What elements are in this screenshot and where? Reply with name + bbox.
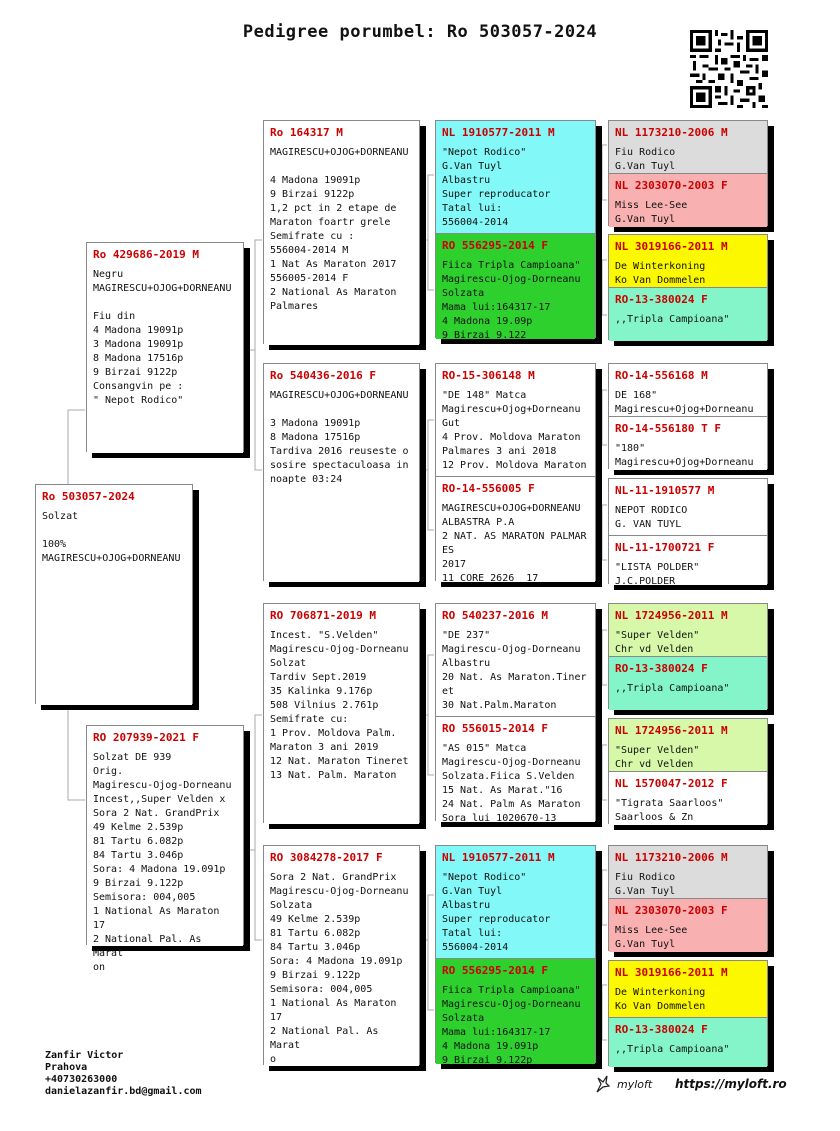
pigeon-ring-number: NL 1724956-2011 M — [615, 609, 728, 622]
pigeon-ring-number: RO-14-556168 M — [615, 369, 708, 382]
pedigree-card-ssss-sssd[interactable] — [608, 120, 768, 226]
pigeon-sd-section — [264, 364, 419, 582]
pigeon-details: Incest. "S.Velden" Magirescu-Ojog-Dorneanu Solzat Tardiv Sept.2019 35 Kalinka 9.176p 508 Vilnius 2.761p Semifrate cu: 1 Prov. Moldova Palm. Maraton 3 ani 2019 12 Nat. Maraton Tineret 13 Nat. Palm. Maraton — [270, 630, 409, 781]
pedigree-card-sd[interactable] — [263, 363, 420, 581]
pigeon-dsds-section — [609, 719, 767, 771]
pigeon-ring-number: NL 2303070-2003 F — [615, 179, 728, 192]
pigeon-ds-section — [264, 604, 419, 824]
pigeon-details: Fiu Rodico G.Van Tuyl — [615, 147, 676, 172]
pigeon-ring-number: RO 706871-2019 M — [270, 609, 376, 622]
pigeon-ss-section — [264, 121, 419, 345]
pigeon-details: De Winterkoning Ko Van Dommelen — [615, 987, 706, 1012]
pigeon-ring-number: NL 1910577-2011 M — [442, 851, 555, 864]
brand-logo — [595, 1074, 652, 1094]
pigeon-details: De Winterkoning Ko Van Dommelen — [615, 261, 706, 286]
pigeon-sdd-section — [436, 477, 595, 582]
pigeon-logo-icon — [595, 1074, 611, 1094]
pigeon-subject-section — [36, 485, 192, 705]
pigeon-ring-number: Ro 429686-2019 M — [93, 248, 199, 261]
pigeon-ring-number: NL 2303070-2003 F — [615, 904, 728, 917]
pigeon-dds-section — [436, 846, 595, 958]
owner-region: Prahova — [45, 1062, 88, 1073]
pigeon-dam-section — [87, 726, 243, 973]
pigeon-details: Fiica Tripla Campioana" Magirescu-Ojog-Dorneanu Solzata Mama lui:164317-17 4 Madona 19.09p 9 Birzai 9.122 — [442, 260, 581, 341]
pigeon-ring-number: RO-14-556180 T F — [615, 422, 721, 435]
pigeon-ring-number: RO-15-306148 M — [442, 369, 535, 382]
pigeon-ring-number: Ro 503057-2024 — [42, 490, 135, 503]
pigeon-details: Solzat 100% MAGIRESCU+OJOG+DORNEANU — [42, 511, 181, 564]
owner-contact — [45, 1050, 202, 1098]
pigeon-details: NEPOT RODICO G. VAN TUYL — [615, 505, 688, 530]
pigeon-dsdd-section — [609, 772, 767, 825]
pigeon-details: Sora 2 Nat. GrandPrix Magirescu-Ojog-Dorneanu Solzata 49 Kelme 2.539p 81 Tartu 6.082p 84 Tartu 3.046p Sora: 4 Madona 19.091p 9 Birzai 9.122p Semisora: 004,005 1 National As Maraton 17 2 National Pal. As Marat o — [270, 872, 409, 1065]
pigeon-details: Miss Lee-See G.Van Tuyl — [615, 200, 688, 225]
page-title: Pedigree porumbel: Ro 503057-2024 — [242, 22, 598, 42]
pigeon-sss-section — [436, 121, 595, 233]
owner-phone: +40730263000 — [45, 1074, 118, 1085]
pedigree-card-ds[interactable] — [263, 603, 420, 823]
pigeon-ring-number: NL 1910577-2011 M — [442, 126, 555, 139]
pigeon-details: "Nepot Rodico" G.Van Tuyl Albastru Super reproducator Tatal lui: 556004-2014 — [442, 147, 551, 228]
pigeon-details: "Super Velden" Chr vd Velden — [615, 745, 700, 770]
pigeon-details: "Tigrata Saarloos" Saarloos & Zn — [615, 798, 724, 823]
pigeon-ssds-section — [609, 235, 767, 287]
pigeon-sdsd-section — [609, 417, 767, 470]
pigeon-ring-number: RO 556295-2014 F — [442, 239, 548, 252]
pigeon-ring-number: RO 556015-2014 F — [442, 722, 548, 735]
brand-url-link[interactable]: https://myloft.ro — [675, 1077, 787, 1091]
pigeon-sddd-section — [609, 536, 767, 585]
pigeon-dsd-section — [436, 717, 595, 822]
pigeon-details: ,,Tripla Campioana" — [615, 1044, 730, 1055]
pigeon-details: MAGIRESCU+OJOG+DORNEANU 4 Madona 19091p 9 Birzai 9122p 1,2 pct in 2 etape de Maraton foartr grele Semifrate cu : 556004-2014 M 1 Nat As Maraton 2017 556005-2014 F 2 National As Maraton Palmares — [270, 147, 409, 312]
pigeon-details: ,,Tripla Campioana" — [615, 683, 730, 694]
pigeon-details: "AS 015" Matca Magirescu-Ojog-Dorneanu Solzata.Fiica S.Velden 15 Nat. As Marat."16 24 Nat. Palm As Maraton Sora lui 1020670-13 — [442, 743, 581, 824]
pigeon-ring-number: RO-13-380024 F — [615, 293, 708, 306]
brand-name: myloft — [617, 1077, 653, 1091]
pigeon-ring-number: NL 3019166-2011 M — [615, 966, 728, 979]
pigeon-ring-number: RO-14-556005 F — [442, 482, 535, 495]
pigeon-ssd-section — [436, 234, 595, 339]
pigeon-ring-number: NL 3019166-2011 M — [615, 240, 728, 253]
pigeon-ring-number: RO 556295-2014 F — [442, 964, 548, 977]
pigeon-ddss-section — [609, 846, 767, 898]
pigeon-ring-number: NL 1173210-2006 M — [615, 126, 728, 139]
pigeon-sdss-section — [609, 364, 767, 416]
pedigree-card-sdss-sdsd[interactable] — [608, 363, 768, 469]
pigeon-details: "180" Magirescu+Ojog+Dorneanu — [615, 443, 754, 468]
pigeon-details: Solzat DE 939 Orig. Magirescu-Ojog-Dorneanu Incest,,Super Velden x Sora 2 Nat. GrandPrix 49 Kelme 2.539p 81 Tartu 6.082p 84 Tartu 3.046p Sora: 4 Madona 19.091p 9 Birzai 9.122p Semisora: 004,005 1 National As Maraton 17 2 National Pal. As Marat on — [93, 752, 232, 973]
pedigree-card-sss-ssd[interactable] — [435, 120, 596, 341]
pigeon-ring-number: Ro 164317 M — [270, 126, 343, 139]
pigeon-ring-number: NL 1173210-2006 M — [615, 851, 728, 864]
pigeon-details: MAGIRESCU+OJOG+DORNEANU ALBASTRA P.A 2 NAT. AS MARATON PALMAR ES 2017 11 CORE 2626 17 — [442, 503, 587, 584]
pigeon-ring-number: NL-11-1700721 F — [615, 541, 715, 554]
owner-email[interactable]: danielazanfir.bd@gmail.com — [45, 1086, 202, 1097]
pigeon-ring-number: NL 1570047-2012 F — [615, 777, 728, 790]
pigeon-ring-number: RO-13-380024 F — [615, 662, 708, 675]
pigeon-ring-number: RO 540237-2016 M — [442, 609, 548, 622]
pigeon-sdds-section — [609, 479, 767, 535]
pigeon-details: "Nepot Rodico" G.Van Tuyl Albastru Super reproducator Tatal lui: 556004-2014 — [442, 872, 551, 953]
pigeon-ring-number: NL 1724956-2011 M — [615, 724, 728, 737]
pigeon-ddsd-section — [609, 899, 767, 952]
pedigree-card-dsss-dssd[interactable] — [608, 603, 768, 709]
owner-name: Zanfir Victor — [45, 1050, 124, 1061]
pigeon-ring-number: RO 3084278-2017 F — [270, 851, 383, 864]
pigeon-ddds-section — [609, 961, 767, 1017]
pigeon-ssss-section — [609, 121, 767, 173]
pigeon-sire-section — [87, 243, 243, 453]
pigeon-dss-section — [436, 604, 595, 716]
pedigree-card-ss[interactable] — [263, 120, 420, 344]
pedigree-card-dss-dsd[interactable] — [435, 603, 596, 824]
pedigree-card-ddds-dddd[interactable] — [608, 960, 768, 1066]
pigeon-details: ,,Tripla Campioana" — [615, 314, 730, 325]
pigeon-ring-number: RO 207939-2021 F — [93, 731, 199, 744]
pigeon-dd-section — [264, 846, 419, 1066]
pigeon-details: Fiica Tripla Campioana" Magirescu-Ojog-Dorneanu Solzata Mama lui:164317-17 4 Madona 19.091p 9 Birzai 9.122p — [442, 985, 581, 1066]
pigeon-sssd-section — [609, 174, 767, 227]
pedigree-card-subject[interactable] — [35, 484, 193, 704]
pigeon-ssdd-section — [609, 288, 767, 341]
pigeon-details: DE 168" Magirescu+Ojog+Dorneanu — [615, 390, 754, 415]
pigeon-ddd-section — [436, 959, 595, 1064]
pedigree-card-ddss-ddsd[interactable] — [608, 845, 768, 951]
pigeon-dssd-section — [609, 657, 767, 710]
pigeon-ring-number: Ro 540436-2016 F — [270, 369, 376, 382]
pigeon-details: "DE 148" Matca Magirescu+Ojog+Dorneanu Gut 4 Prov. Moldova Maraton Palmares 3 ani 2018 12 Prov. Moldova Maraton — [442, 390, 587, 471]
pedigree-card-dsds-dsdd[interactable] — [608, 718, 768, 824]
pedigree-card-sdds-sddd[interactable] — [608, 478, 768, 587]
pigeon-details: Miss Lee-See G.Van Tuyl — [615, 925, 688, 950]
pigeon-details: Fiu Rodico G.Van Tuyl — [615, 872, 676, 897]
pigeon-ring-number: RO-13-380024 F — [615, 1023, 708, 1036]
pedigree-card-sds-sdd[interactable] — [435, 363, 596, 584]
pigeon-details: "LISTA POLDER" J.C.POLDER — [615, 562, 700, 587]
pedigree-card-sire[interactable] — [86, 242, 244, 452]
pigeon-details: "DE 237" Magirescu-Ojog-Dorneanu Albastru 20 Nat. As Maraton.Tiner et 30 Nat.Palm.Maraton — [442, 630, 587, 711]
pigeon-dsss-section — [609, 604, 767, 656]
pigeon-dddd-section — [609, 1018, 767, 1067]
pigeon-ring-number: NL-11-1910577 M — [615, 484, 715, 497]
pigeon-details: "Super Velden" Chr vd Velden — [615, 630, 700, 655]
pedigree-card-dam[interactable] — [86, 725, 244, 973]
pigeon-details: MAGIRESCU+OJOG+DORNEANU 3 Madona 19091p 8 Madona 17516p Tardiva 2016 reuseste o sosire spectaculoasa in noapte 03:24 — [270, 390, 409, 485]
pedigree-card-dd[interactable] — [263, 845, 420, 1065]
pedigree-card-ssds-ssdd[interactable] — [608, 234, 768, 340]
pigeon-sds-section — [436, 364, 595, 476]
pedigree-card-dds-ddd[interactable] — [435, 845, 596, 1066]
pigeon-details: Negru MAGIRESCU+OJOG+DORNEANU Fiu din 4 Madona 19091p 3 Madona 19091p 8 Madona 17516p 9 Birzai 9122p Consangvin pe : " Nepot Rodico" — [93, 269, 232, 406]
